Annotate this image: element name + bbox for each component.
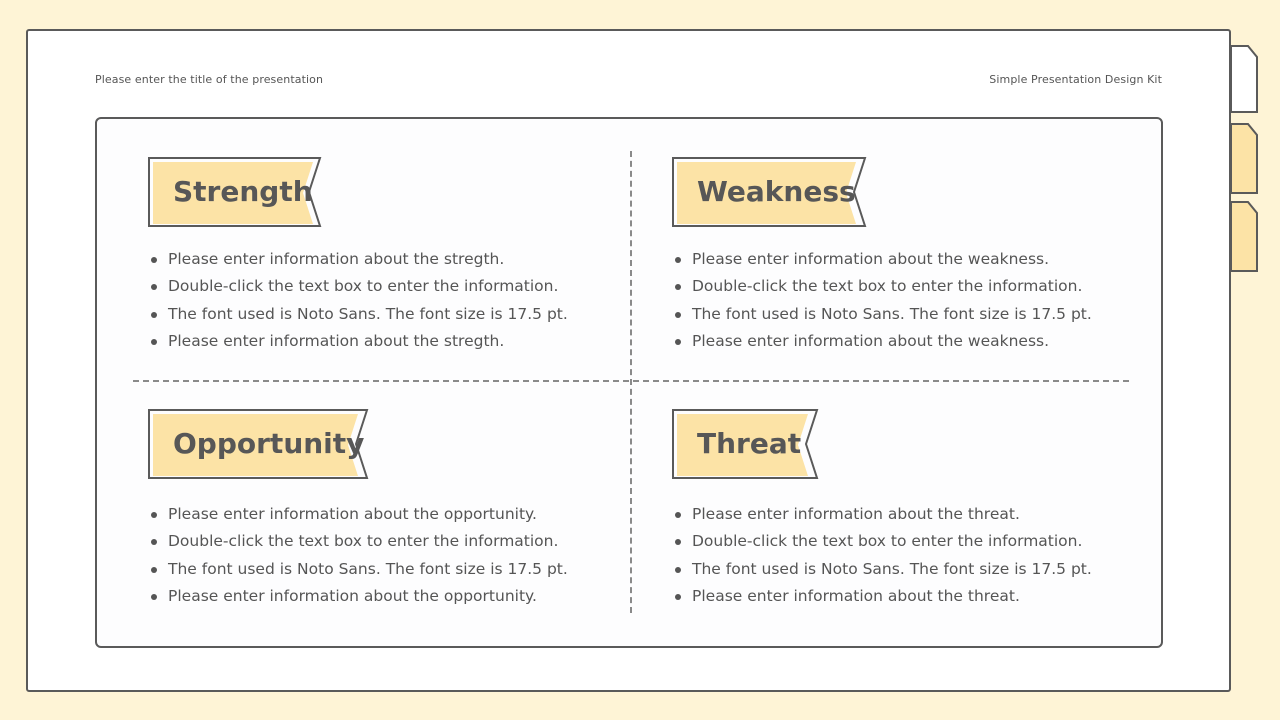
bullet-icon <box>675 339 681 345</box>
strength-list[interactable] <box>150 246 610 355</box>
weakness-title: Weakness <box>697 175 856 208</box>
side-tab-3 <box>1231 202 1257 271</box>
list-item: The font used is Noto Sans. The font size is 17.5 pt. <box>674 301 1134 328</box>
list-item: Double-click the text box to enter the information. <box>150 528 610 555</box>
list-item: Double-click the text box to enter the information. <box>150 273 610 300</box>
bullet-icon <box>675 284 681 290</box>
bullet-icon <box>151 339 157 345</box>
bullet-icon <box>151 284 157 290</box>
bullet-icon <box>151 312 157 318</box>
threat-title: Threat <box>697 427 802 460</box>
bullet-icon <box>151 257 157 263</box>
bullet-icon <box>675 567 681 573</box>
list-item: Double-click the text box to enter the information. <box>674 528 1134 555</box>
presentation-title[interactable]: Please enter the title of the presentation <box>95 73 324 86</box>
bullet-icon <box>151 512 157 518</box>
vertical-divider <box>630 151 632 613</box>
opportunity-list[interactable] <box>150 501 610 610</box>
list-item: Please enter information about the threat. <box>674 583 1134 610</box>
horizontal-divider <box>133 380 1129 382</box>
list-item: Please enter information about the stregth. <box>150 328 610 355</box>
design-kit-label[interactable]: Simple Presentation Design Kit <box>989 73 1162 86</box>
list-item: Please enter information about the stregth. <box>150 246 610 273</box>
bullet-icon <box>675 512 681 518</box>
bullet-icon <box>675 312 681 318</box>
list-item: Please enter information about the threat. <box>674 501 1134 528</box>
opportunity-title: Opportunity <box>173 427 365 460</box>
list-item: Please enter information about the opportunity. <box>150 583 610 610</box>
bullet-icon <box>151 539 157 545</box>
list-item: The font used is Noto Sans. The font size is 17.5 pt. <box>150 556 610 583</box>
side-tab-2 <box>1231 124 1257 193</box>
weakness-list[interactable] <box>674 246 1134 355</box>
bullet-icon <box>675 257 681 263</box>
threat-list[interactable] <box>674 501 1134 610</box>
bullet-icon <box>151 567 157 573</box>
side-tab-1 <box>1231 46 1257 112</box>
list-item: The font used is Noto Sans. The font size is 17.5 pt. <box>674 556 1134 583</box>
bullet-icon <box>151 594 157 600</box>
list-item: Double-click the text box to enter the information. <box>674 273 1134 300</box>
bullet-icon <box>675 539 681 545</box>
bullet-icon <box>675 594 681 600</box>
list-item: Please enter information about the opportunity. <box>150 501 610 528</box>
list-item: Please enter information about the weakness. <box>674 328 1134 355</box>
list-item: Please enter information about the weakness. <box>674 246 1134 273</box>
list-item: The font used is Noto Sans. The font size is 17.5 pt. <box>150 301 610 328</box>
strength-title: Strength <box>173 175 313 208</box>
